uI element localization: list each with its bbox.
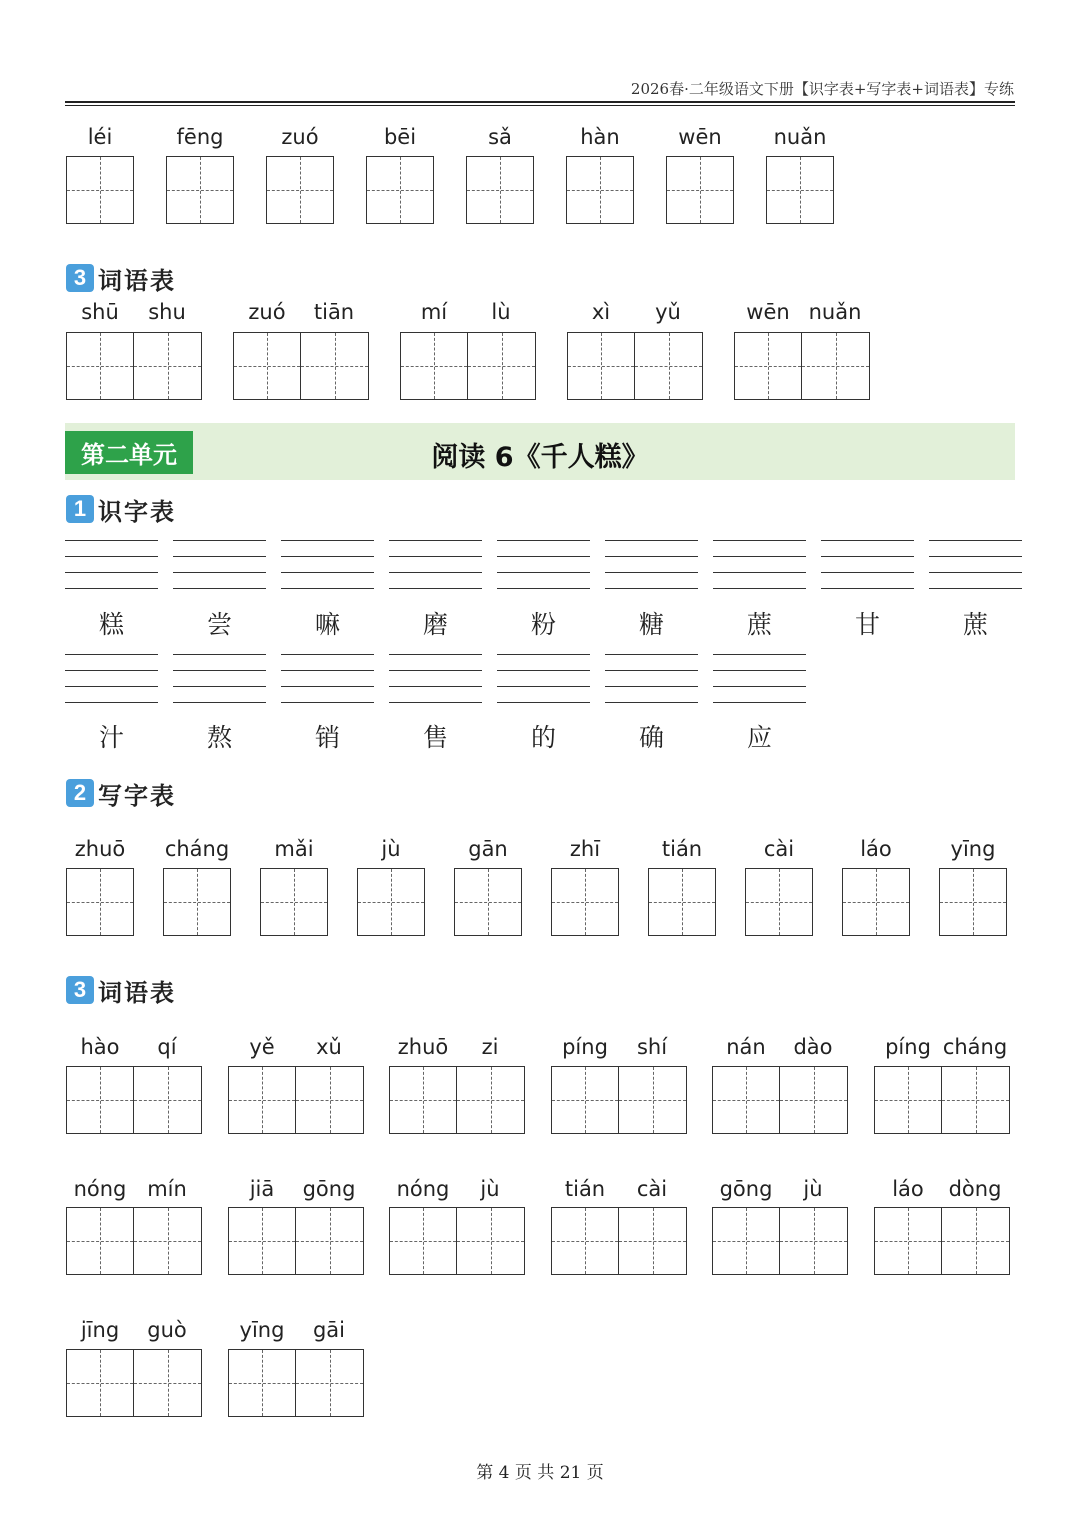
writing-grid-box[interactable] [745, 868, 813, 936]
pinyin-writing-lines[interactable] [605, 540, 698, 590]
pinyin-writing-lines[interactable] [605, 654, 698, 704]
pinyin-label: shí [636, 1035, 668, 1059]
grid-cell[interactable] [296, 1207, 364, 1275]
pinyin-writing-lines[interactable] [713, 654, 806, 704]
section-label: 识字表 [98, 496, 176, 526]
word-writing-grid[interactable] [233, 332, 369, 400]
writing-grid-box[interactable] [366, 156, 434, 224]
pinyin-writing-lines[interactable] [389, 540, 482, 590]
grid-cell[interactable] [635, 332, 703, 400]
pinyin-label: mín [147, 1177, 187, 1201]
pinyin-writing-lines[interactable] [281, 540, 374, 590]
grid-cell[interactable] [712, 1066, 780, 1134]
section-heading-top-vocab [66, 261, 176, 295]
grid-cell[interactable] [874, 1066, 942, 1134]
grid-cell[interactable] [66, 332, 134, 400]
hanzi-character: 磨 [422, 610, 448, 639]
grid-cell[interactable] [400, 332, 468, 400]
pinyin-label: zuó [248, 300, 286, 324]
pinyin-label: wēn [746, 300, 790, 324]
pinyin-label: nuǎn [773, 125, 827, 149]
grid-cell[interactable] [874, 1207, 942, 1275]
word-writing-grid[interactable] [66, 1066, 202, 1134]
grid-cell[interactable] [296, 1066, 364, 1134]
header-rule [65, 101, 1015, 103]
pinyin-label: láo [892, 1177, 924, 1201]
pinyin-label: cháng [164, 837, 230, 861]
pinyin-label: fēng [176, 125, 224, 149]
pinyin-writing-lines[interactable] [173, 540, 266, 590]
pinyin-label: yě [249, 1035, 275, 1059]
pinyin-label: xǔ [316, 1035, 342, 1059]
pinyin-label: nán [726, 1035, 766, 1059]
pinyin-writing-lines[interactable] [65, 540, 158, 590]
hanzi-character: 销 [314, 723, 340, 752]
section-label: 词语表 [98, 977, 176, 1007]
grid-cell[interactable] [134, 1207, 202, 1275]
pinyin-label: tiān [313, 300, 355, 324]
section-number-badge: 2 [66, 779, 94, 807]
pinyin-label: bēi [383, 125, 417, 149]
grid-cell[interactable] [296, 1349, 364, 1417]
word-writing-grid[interactable] [66, 332, 202, 400]
grid-cell[interactable] [712, 1207, 780, 1275]
section-label: 写字表 [98, 780, 176, 810]
writing-grid-box[interactable] [66, 868, 134, 936]
writing-grid-box[interactable] [66, 156, 134, 224]
grid-cell[interactable] [66, 1349, 134, 1417]
pinyin-label: xì [591, 300, 611, 324]
pinyin-label: lù [491, 300, 511, 324]
writing-grid-box[interactable] [842, 868, 910, 936]
pinyin-label: zhuō [74, 837, 126, 861]
pinyin-writing-lines[interactable] [65, 654, 158, 704]
word-writing-grid[interactable] [734, 332, 870, 400]
pinyin-label: gān [468, 837, 508, 861]
grid-cell[interactable] [567, 332, 635, 400]
grid-cell[interactable] [551, 1207, 619, 1275]
section-heading-recognize [66, 492, 176, 526]
grid-cell[interactable] [619, 1207, 687, 1275]
writing-grid-box[interactable] [357, 868, 425, 936]
pinyin-label: píng [562, 1035, 608, 1059]
pinyin-label: gōng [719, 1177, 773, 1201]
pinyin-label: cháng [942, 1035, 1008, 1059]
word-writing-grid[interactable] [874, 1207, 1010, 1275]
pinyin-label: jù [480, 1177, 500, 1201]
pinyin-writing-lines[interactable] [821, 540, 914, 590]
pinyin-label: shū [81, 300, 119, 324]
hanzi-character: 糕 [98, 610, 124, 639]
writing-grid-box[interactable] [939, 868, 1007, 936]
writing-grid-box[interactable] [648, 868, 716, 936]
pinyin-writing-lines[interactable] [173, 654, 266, 704]
grid-cell[interactable] [468, 332, 536, 400]
word-writing-grid[interactable] [228, 1066, 364, 1134]
pinyin-label: shu [148, 300, 186, 324]
pinyin-writing-lines[interactable] [281, 654, 374, 704]
grid-cell[interactable] [134, 332, 202, 400]
word-writing-grid[interactable] [874, 1066, 1010, 1134]
pinyin-label: jīng [80, 1318, 120, 1342]
grid-cell[interactable] [802, 332, 870, 400]
pinyin-writing-lines[interactable] [713, 540, 806, 590]
pinyin-label: hàn [580, 125, 620, 149]
pinyin-label: cài [763, 837, 795, 861]
header-rule-thin [65, 105, 1015, 106]
section-heading-write [66, 776, 176, 810]
hanzi-character: 汁 [98, 723, 124, 752]
grid-cell[interactable] [233, 332, 301, 400]
pinyin-label: sǎ [488, 125, 512, 149]
hanzi-character: 应 [746, 723, 772, 752]
pinyin-writing-lines[interactable] [497, 540, 590, 590]
writing-grid-box[interactable] [666, 156, 734, 224]
grid-cell[interactable] [228, 1207, 296, 1275]
section-heading-vocab [66, 973, 176, 1007]
pinyin-label: nóng [73, 1177, 127, 1201]
pinyin-label: cài [636, 1177, 668, 1201]
grid-cell[interactable] [389, 1207, 457, 1275]
header-title: 2026春·二年级语文下册【识字表+写字表+词语表】专练 [630, 80, 1014, 98]
pinyin-label: yīng [950, 837, 996, 861]
pinyin-label: wēn [678, 125, 722, 149]
pinyin-label: nuǎn [808, 300, 862, 324]
grid-cell[interactable] [734, 332, 802, 400]
pinyin-label: mǎi [274, 837, 314, 861]
pinyin-label: tián [661, 837, 703, 861]
unit-banner [65, 423, 1015, 480]
grid-cell[interactable] [66, 1207, 134, 1275]
grid-cell[interactable] [389, 1066, 457, 1134]
section-number-badge: 1 [66, 495, 94, 523]
pinyin-label: dòng [948, 1177, 1002, 1201]
word-writing-grid[interactable] [228, 1349, 364, 1417]
word-writing-grid[interactable] [66, 1349, 202, 1417]
grid-cell[interactable] [228, 1349, 296, 1417]
pinyin-label: zhuō [397, 1035, 449, 1059]
pinyin-label: dào [793, 1035, 833, 1059]
section-number-badge: 3 [66, 976, 94, 1004]
section-label: 词语表 [98, 265, 176, 295]
pinyin-label: tián [564, 1177, 606, 1201]
pinyin-label: gāi [312, 1318, 346, 1342]
pinyin-label: léi [87, 125, 113, 149]
hanzi-character: 甘 [854, 610, 880, 639]
hanzi-character: 粉 [530, 610, 556, 639]
pinyin-label: mí [420, 300, 448, 324]
pinyin-label: jù [803, 1177, 823, 1201]
hanzi-character: 售 [422, 723, 448, 752]
hanzi-character: 糖 [638, 610, 664, 639]
word-writing-grid[interactable] [228, 1207, 364, 1275]
word-writing-grid[interactable] [389, 1207, 525, 1275]
lesson-title: 阅读 6《千人糕》 [431, 442, 649, 473]
grid-cell[interactable] [619, 1066, 687, 1134]
hanzi-character: 蔗 [746, 610, 772, 639]
pinyin-label: yǔ [655, 300, 681, 324]
hanzi-character: 熬 [206, 723, 232, 752]
grid-cell[interactable] [228, 1066, 296, 1134]
writing-grid-box[interactable] [566, 156, 634, 224]
word-writing-grid[interactable] [400, 332, 536, 400]
pinyin-label: hào [80, 1035, 120, 1059]
writing-grid-box[interactable] [466, 156, 534, 224]
word-writing-grid[interactable] [551, 1207, 687, 1275]
writing-grid-box[interactable] [163, 868, 231, 936]
pinyin-writing-lines[interactable] [929, 540, 1022, 590]
hanzi-character: 蔗 [962, 610, 988, 639]
pinyin-label: nóng [396, 1177, 450, 1201]
word-writing-grid[interactable] [551, 1066, 687, 1134]
pinyin-label: qí [157, 1035, 177, 1059]
hanzi-character: 尝 [206, 610, 232, 639]
pinyin-label: gōng [302, 1177, 356, 1201]
grid-cell[interactable] [551, 1066, 619, 1134]
pinyin-label: zuó [281, 125, 319, 149]
grid-cell[interactable] [780, 1207, 848, 1275]
unit-tag: 第二单元 [65, 431, 193, 474]
pinyin-label: yīng [239, 1318, 285, 1342]
word-writing-grid[interactable] [66, 1207, 202, 1275]
writing-grid-box[interactable] [266, 156, 334, 224]
writing-grid-box[interactable] [260, 868, 328, 936]
writing-grid-box[interactable] [766, 156, 834, 224]
grid-cell[interactable] [66, 1066, 134, 1134]
pinyin-label: píng [885, 1035, 931, 1059]
pinyin-label: zi [481, 1035, 499, 1059]
grid-cell[interactable] [457, 1066, 525, 1134]
grid-cell[interactable] [457, 1207, 525, 1275]
word-writing-grid[interactable] [389, 1066, 525, 1134]
grid-cell[interactable] [134, 1066, 202, 1134]
pinyin-label: zhī [569, 837, 601, 861]
grid-cell[interactable] [942, 1066, 1010, 1134]
word-writing-grid[interactable] [567, 332, 703, 400]
writing-grid-box[interactable] [166, 156, 234, 224]
section-number-badge: 3 [66, 264, 94, 292]
word-writing-grid[interactable] [712, 1066, 848, 1134]
grid-cell[interactable] [780, 1066, 848, 1134]
pinyin-label: jiā [249, 1177, 275, 1201]
page-footer: 第 4 页 共 21 页 [476, 1463, 604, 1483]
writing-grid-box[interactable] [454, 868, 522, 936]
pinyin-label: láo [860, 837, 892, 861]
grid-cell[interactable] [301, 332, 369, 400]
hanzi-character: 嘛 [314, 610, 340, 639]
grid-cell[interactable] [134, 1349, 202, 1417]
word-writing-grid[interactable] [712, 1207, 848, 1275]
hanzi-character: 的 [530, 723, 556, 752]
hanzi-character: 确 [638, 723, 664, 752]
pinyin-writing-lines[interactable] [389, 654, 482, 704]
pinyin-label: jù [381, 837, 401, 861]
pinyin-label: guò [147, 1318, 187, 1342]
pinyin-writing-lines[interactable] [497, 654, 590, 704]
grid-cell[interactable] [942, 1207, 1010, 1275]
writing-grid-box[interactable] [551, 868, 619, 936]
